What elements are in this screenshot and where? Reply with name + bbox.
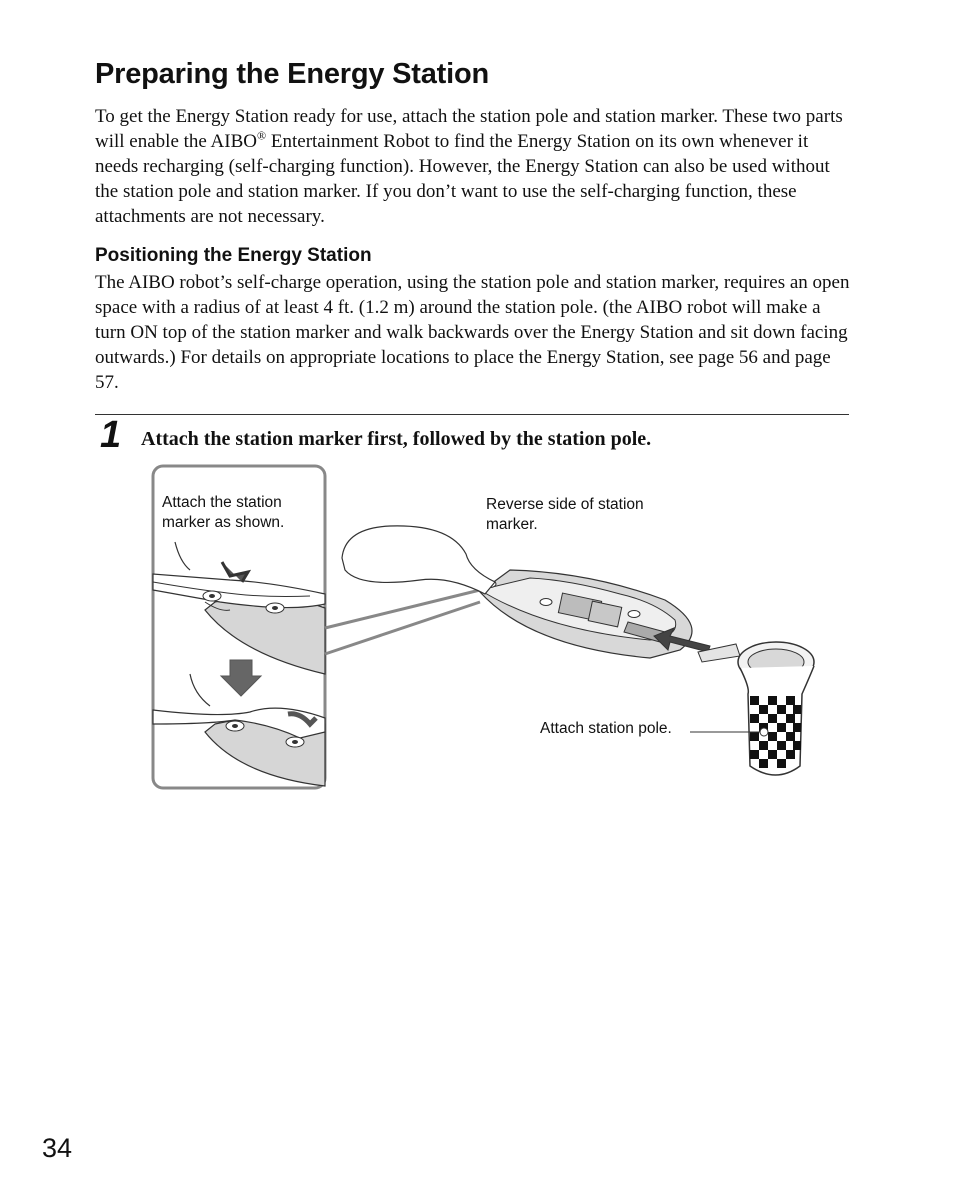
step-number: 1 [100,414,122,456]
caption-attach-pole: Attach station pole. [540,720,672,737]
station-marker-outline [342,526,495,594]
intro-text-part2: Entertainment Robot to find the Energy Station on its own whenever it needs recharging (self-charging function). However, the Energy Station can also be used without the station pole and station marker. If you don’t want to use the self-charging function, these attachments are not necessary. [95,131,830,227]
caption-attach-marker: Attach the station marker as shown. [162,494,285,531]
step-divider [95,414,849,415]
positioning-paragraph: The AIBO robot’s self-charge operation, using the station pole and station marker, requires an open space with a radius of at least 4 ft. (1.2 m) around the station pole. (the AIBO robot will make a turn ON top of the station marker and walk backwards over the Energy Station and sit down facing outwards.) For details on appropriate locations to place the Energy Station, see page 56 and page 57. [95,272,850,393]
energy-station-base [480,570,692,658]
page-title: Preparing the Energy Station [95,58,490,90]
intro-paragraph [95,104,855,229]
caption-reverse-side: Reverse side of station marker. [486,496,644,533]
section-subtitle: Positioning the Energy Station [95,245,372,266]
page-number: 34 [42,1133,73,1163]
registered-mark: ® [257,128,267,143]
step-instruction: Attach the station marker first, followed by the station pole. [141,428,652,450]
intro-text-part1: To get the Energy Station ready for use, attach the station pole and station marker. These two parts will enable the AIBO [95,106,843,152]
station-pole [698,642,814,775]
